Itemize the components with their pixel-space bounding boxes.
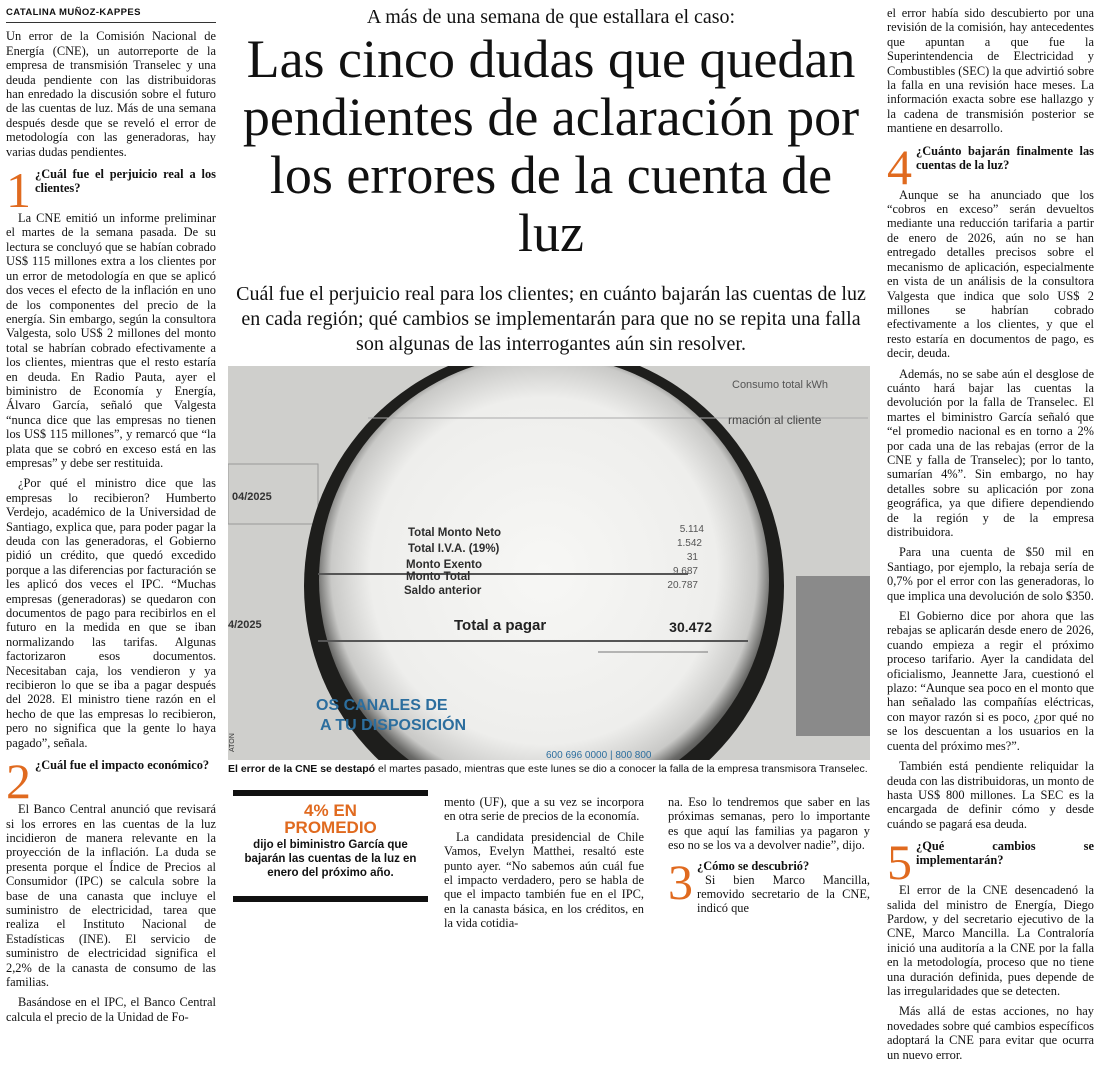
canales-text: A TU DISPOSICIÓN (320, 717, 467, 734)
question-number: 1 (6, 162, 31, 219)
photo-bill-magnifier (228, 366, 870, 760)
pull-quote-line: 4% EN (304, 801, 357, 820)
question-title: ¿Cómo se descubrió? (697, 858, 810, 873)
question-2 (6, 753, 216, 810)
question-1 (6, 162, 216, 219)
body-paragraph: Basándose en el IPC, el Banco Central calcula el precio de la Unidad de Fo- (6, 995, 216, 1024)
consumo-text: Consumo total kWh (732, 379, 828, 391)
bill-value: 5.114 (679, 524, 704, 535)
photo-credit: ATON (229, 733, 236, 752)
question-number: 5 (887, 834, 912, 891)
byline: CATALINA MUÑOZ-KAPPES (6, 6, 216, 23)
caption-bold: El error de la CNE se destapó (228, 763, 376, 775)
bill-label: Saldo anterior (404, 585, 482, 597)
headline: Las cinco dudas que quedan pendientes de aclaración por los errores de la cuenta de luz (242, 29, 860, 263)
barcode-area (796, 576, 870, 736)
question-5 (887, 834, 1094, 891)
body-paragraph: ¿Por qué el ministro dice que las empresas lo recibieron? Humberto Verdejo, académico de la Universidad de Santiago, explica que, para poder pagar la deuda con las generadoras, el Gobierno pidió un crédito, que quedó excedido porque a las diferencias por facturación se les aplicó dos veces el IPC. “Muchas empresas (generadoras) se quedaron con documentos de pago para recibirlos en el futuro en la medida en que se iban normalizando las tarifas. Algunas factorizaron esos documentos. Necesitaban caja, los vendieron y ya recibieron lo que se iba a pagar después del 2028. El ministro tiene razón en el hecho de que las empresas lo recibieron, pero no significa que la gente lo haya pagado”, señala. (6, 476, 216, 750)
body-paragraph: Más allá de estas acciones, no hay novedades sobre qué cambios específicos adoptará la CNE para evitar que ocurra un nuevo error. (887, 1004, 1094, 1062)
intro-paragraph: Un error de la Comisión Nacional de Energía (CNE), un autorreporte de la empresa de transmisión Transelec y una deuda pendiente con las distribuidoras han enredado la discusión sobre el futuro de las cuentas de luz. Más de una semana después desde que se reveló el error de metodología con las generadoras, hay varias dudas pendientes. (6, 29, 216, 159)
photo-caption (228, 763, 878, 776)
question-4 (887, 138, 1094, 195)
bill-label: Total Monto Neto (408, 527, 502, 539)
pull-quote (233, 790, 428, 902)
body-paragraph: el error había sido descubierto por una revisión de la comisión, hay antecedentes que apuntan a que fue la Superintendencia de Electricidad y Combustibles (SEC) la que advirtió sobre la falla en una revisión hace meses. La información exacta sobre ese hallazgo y la cadena de transmisión posterior se mantiene en desarrollo. (887, 6, 1094, 136)
bill-value: 20.787 (667, 580, 698, 591)
total-label: Total a pagar (454, 617, 547, 634)
body-paragraph: Aunque se ha anunciado que los “cobros en exceso” serán devueltos mediante una reducción tarifaria a partir de enero de 2026, aún no se han entregado detalles precisos sobre el mecanismo de aplicación, especialmente en vista de un análisis de la consultora Valgesta que indica que solo US$ 2 millones se habrían cobrado efectivamente a los clientes, y que el resto estaría en documentos de pago, es decir, deuda. (887, 187, 1094, 361)
pull-quote-figure (233, 802, 428, 836)
question-title: ¿Cuál fue el perjuicio real a los clientes? (35, 167, 216, 196)
body-paragraph: Si bien Marco Mancilla, removido secretario de la CNE, indicó que (697, 872, 870, 916)
pull-quote-text: dijo el biministro García que bajarán las cuentas de la luz en enero del próximo año. (244, 839, 417, 879)
body-paragraph: Para una cuenta de $50 mil en Santiago, por ejemplo, la rebaja sería de 0,7% por el error con las generadoras, lo que implica una devolución de solo $350. (887, 545, 1094, 603)
bill-label: Monto Exento (406, 559, 483, 571)
body-paragraph: También está pendiente reliquidar la deuda con las distribuidoras, un monto de hasta US$ 800 millones. La SEC es la encargada de definir cómo y desde cuándo se pagará esa deuda. (887, 759, 1094, 831)
question-number: 4 (887, 138, 912, 195)
cliente-text: rmación al cliente (728, 413, 822, 427)
body-paragraph: na. Eso lo tendremos que saber en las próximas semanas, pero lo importante es que aquí las familias ya pagaron y eso no se los va a devolver nadie”, dijo. (668, 795, 870, 853)
pull-quote-line: PROMEDIO (284, 818, 377, 837)
question-title: ¿Cuánto bajarán finalmente las cuentas de la luz? (916, 143, 1094, 172)
question-3 (668, 853, 870, 916)
middle-column-2 (668, 795, 870, 916)
bill-value: 9.687 (672, 566, 698, 577)
body-paragraph: El Banco Central anunció que revisará si los errores en las cuentas de la luz incidieron de manera relevante en la proyección de la inflación. La duda se presenta porque el Índice de Precios al Consumidor (IPC) se calcula sobre la base de una canasta que incluye el suministro de electricidad, tarea que realiza el Instituto Nacional de Estadísticas (INE). El servicio de suministro de electricidad significa el 2,2% de la canasta de consumo de las familias. (6, 802, 216, 989)
body-paragraph: La CNE emitió un informe preliminar el martes de la semana pasada. De su lectura se concluyó que se habían cobrado US$ 115 millones extra a los clientes por un error de metodología en que se aplicó dos veces el efecto de la inflación en uno de los componentes del precio de la energía. Sin embargo, según la consultora Valgesta, solo US$ 2 millones del monto total se habrían cobrado efectivamente a los clientes, mientras que el resto estaría en deuda. En Radio Pauta, ayer el biministro de Economía y Energía, Álvaro García, señaló que Valgesta “nunca dice que las empresas no tienen los US$ 115 millones”, y remarcó que “la plata que se cobró en exceso está en las empresas” y debe ser restituida. (6, 211, 216, 470)
left-column (6, 6, 216, 1030)
bill-label: Monto Total (406, 571, 471, 583)
body-paragraph: El Gobierno dice por ahora que las rebajas se aplicarán desde enero de 2026, cuando empieza a regir el próximo proceso tarifario. Ayer la candidata del oficialismo, Jeannette Jara, cuestionó el plazo: “Aunque sea poco en el monto que han señalado las compañías eléctricas, con mayor razón si es poco, ¿por qué no se los descuentan a los usuarios en la cuenta del próximo mes?”. (887, 609, 1094, 753)
question-title: ¿Cuál fue el impacto económico? (35, 758, 210, 773)
photo-illustration (228, 366, 870, 760)
caption-text: el martes pasado, mientras que este lunes se dio a conocer la falla de la empresa transmisora Transelec. (375, 763, 868, 775)
date-text: 4/2025 (228, 619, 262, 631)
date-text: 04/2025 (232, 491, 272, 503)
body-paragraph: Además, no se sabe aún el desglose de cuánto hará bajar las cuentas la devolución por la falla de Transelec. El martes el biministro García señaló que “el promedio nacional es en torno a 2% por cada una de las rebajas (error de la CNE y falla de Transelec); por lo tanto, sumarían 4%”. Sin embargo, no hay detalles sobre su aplicación por zona geográfica, ya que difiere dependiendo de la región y de la empresa distribuidora. (887, 366, 1094, 539)
body-paragraph: mento (UF), que a su vez se incorpora en otra serie de precios de la economía. (444, 795, 644, 824)
canales-text: OS CANALES DE (316, 697, 448, 714)
question-title: ¿Qué cambios se implementarán? (916, 839, 1094, 868)
bill-value: 31 (686, 552, 698, 563)
question-number: 3 (668, 853, 693, 910)
phone-text: 600 696 0000 | 800 800 (546, 750, 652, 760)
kicker: A más de una semana de que estallara el caso: (366, 6, 736, 28)
deck: Cuál fue el perjuicio real para los clientes; en cuánto bajarán las cuentas de luz en cada región; qué cambios se implementarán para que no se repita una falla son algunas de las interrogantes aún sin resolver. (236, 283, 866, 355)
question-number: 2 (6, 753, 31, 810)
bill-value: 1.542 (676, 538, 702, 549)
total-value: 30.472 (669, 619, 712, 635)
bill-label: Total I.V.A. (19%) (408, 543, 500, 555)
right-column (887, 6, 1094, 1068)
body-paragraph: El error de la CNE desencadenó la salida del ministro de Energía, Diego Pardow, y del secretario ejecutivo de la CNE, Marco Mancilla. La Contraloría inició una auditoría a la CNE por la falla en la metodología, proceso que no tiene una duración definida, pues depende de las irregularidades que se detecten. (887, 883, 1094, 998)
body-paragraph: La candidata presidencial de Chile Vamos, Evelyn Matthei, resaltó este punto ayer. “No sabemos aún cuál fue el impacto verdadero, pero se habla de que el impacto también fue en el IPC, en la canasta básica, en los créditos, en la vida cotidia- (444, 829, 644, 931)
middle-column-1 (444, 795, 644, 937)
